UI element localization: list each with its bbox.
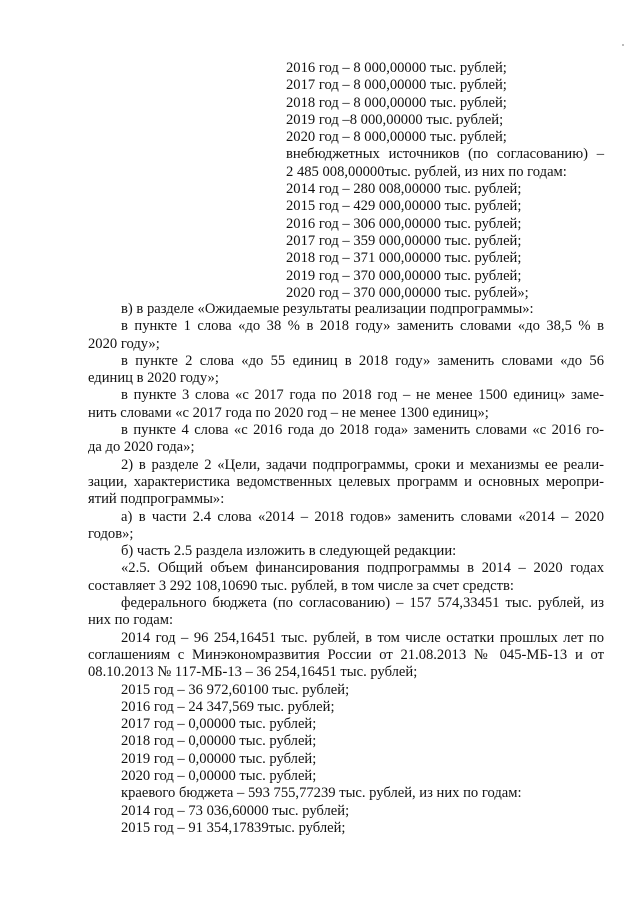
regional-year-line: 2015 год – 91 354,17839тыс. рублей; [121, 819, 346, 836]
text-line: них по годам: [88, 612, 174, 629]
text-line: годов»; [88, 525, 134, 542]
column-line: 2015 год – 429 000,00000 тыс. рублей; [286, 198, 522, 215]
text-line: 08.10.2013 № 117-МБ-13 – 36 254,16451 тыс. рублей; [88, 664, 418, 681]
federal-year-line: 2019 год – 0,00000 тыс. рублей; [121, 750, 317, 767]
column-line: 2016 год – 8 000,00000 тыс. рублей; [286, 60, 507, 76]
text-line: «2.5. Общий объем финансирования подпрограммы в 2014 – 2020 годах [121, 560, 604, 577]
document-body [88, 301, 604, 837]
column-line: 2020 год – 8 000,00000 тыс. рублей; [286, 129, 507, 146]
column-line: внебюджетных источников (по согласованию) – [286, 146, 604, 163]
text-line: 2020 году»; [88, 335, 160, 352]
column-line: 2014 год – 280 008,00000 тыс. рублей; [286, 181, 522, 198]
text-line: в пункте 2 слова «до 55 единиц в 2018 году» заменить словами «до 56 [121, 352, 604, 369]
text-line: 2014 год – 96 254,16451 тыс. рублей, в том числе остатки прошлых лет по [121, 629, 604, 646]
column-line: 2019 год –8 000,00000 тыс. рублей; [286, 111, 504, 128]
text-line: 2) в разделе 2 «Цели, задачи подпрограммы, сроки и механизмы ее реали- [121, 456, 604, 473]
text-line: единиц в 2020 году»; [88, 370, 219, 387]
scan-speck [622, 44, 624, 46]
column-line: 2018 год – 371 000,00000 тыс. рублей; [286, 250, 522, 267]
paragraph-section-2 [88, 457, 604, 509]
text-line: в пункте 3 слова «с 2017 года по 2018 год – не менее 1500 единиц» заме- [121, 387, 604, 404]
column-line: 2019 год – 370 000,00000 тыс. рублей; [286, 267, 522, 284]
text-line: ятий подпрограммы»: [88, 491, 225, 508]
text-line: соглашениям с Минэкономразвития России от 21.08.2013 № 045-МБ-13 и от [88, 646, 604, 663]
text-line: зации, характеристика ведомственных целевых программ и основных меропри- [88, 473, 604, 490]
paragraph-point-2 [88, 353, 604, 388]
paragraph-part-2-4 [88, 509, 604, 544]
federal-year-line: 2016 год – 24 347,569 тыс. рублей; [121, 698, 335, 715]
text-line: да до 2020 года»; [88, 439, 195, 456]
paragraph-point-3 [88, 387, 604, 422]
paragraph-point-4 [88, 422, 604, 457]
column-line: 2017 год – 359 000,00000 тыс. рублей; [286, 232, 522, 249]
paragraph-heading: в) в разделе «Ожидаемые результаты реализации подпрограммы»: [121, 301, 534, 317]
paragraph-part-2-5: б) часть 2.5 раздела изложить в следующей редакции: [121, 543, 457, 560]
text-line: в пункте 1 слова «до 38 % в 2018 году» заменить словами «до 38,5 % в [121, 318, 604, 335]
text-line: федерального бюджета (по согласованию) – 157 574,33451 тыс. рублей, из [121, 595, 604, 612]
text-line: нить словами «с 2017 года по 2020 год – не менее 1300 единиц»; [88, 404, 489, 421]
text-line: в пункте 4 слова «с 2016 года до 2018 года» заменить словами «с 2016 го- [121, 422, 604, 439]
paragraph-2014-federal [88, 630, 604, 682]
regional-year-line: 2014 год – 73 036,60000 тыс. рублей; [121, 802, 350, 819]
column-line: 2017 год – 8 000,00000 тыс. рублей; [286, 77, 507, 94]
text-line: составляет 3 292 108,10690 тыс. рублей, в том числе за счет средств: [88, 577, 514, 594]
federal-year-line: 2015 год – 36 972,60100 тыс. рублей; [121, 681, 350, 698]
paragraph-quote-2-5 [88, 560, 604, 595]
text-line: а) в части 2.4 слова «2014 – 2018 годов» заменить словами «2014 – 2020 [121, 508, 604, 525]
column-line: 2018 год – 8 000,00000 тыс. рублей; [286, 94, 507, 111]
column-line: 2016 год – 306 000,00000 тыс. рублей; [286, 215, 522, 232]
regional-budget-line: краевого бюджета – 593 755,77239 тыс. рублей, из них по годам: [121, 785, 522, 802]
federal-year-line: 2018 год – 0,00000 тыс. рублей; [121, 733, 317, 750]
column-line: 2020 год – 370 000,00000 тыс. рублей»; [286, 284, 529, 301]
federal-year-line: 2017 год – 0,00000 тыс. рублей; [121, 716, 317, 733]
paragraph-federal-budget [88, 595, 604, 630]
federal-year-line: 2020 год – 0,00000 тыс. рублей; [121, 768, 317, 785]
funding-column [286, 60, 604, 302]
paragraph-point-1 [88, 318, 604, 353]
column-line: 2 485 008,00000тыс. рублей, из них по годам: [286, 163, 567, 180]
